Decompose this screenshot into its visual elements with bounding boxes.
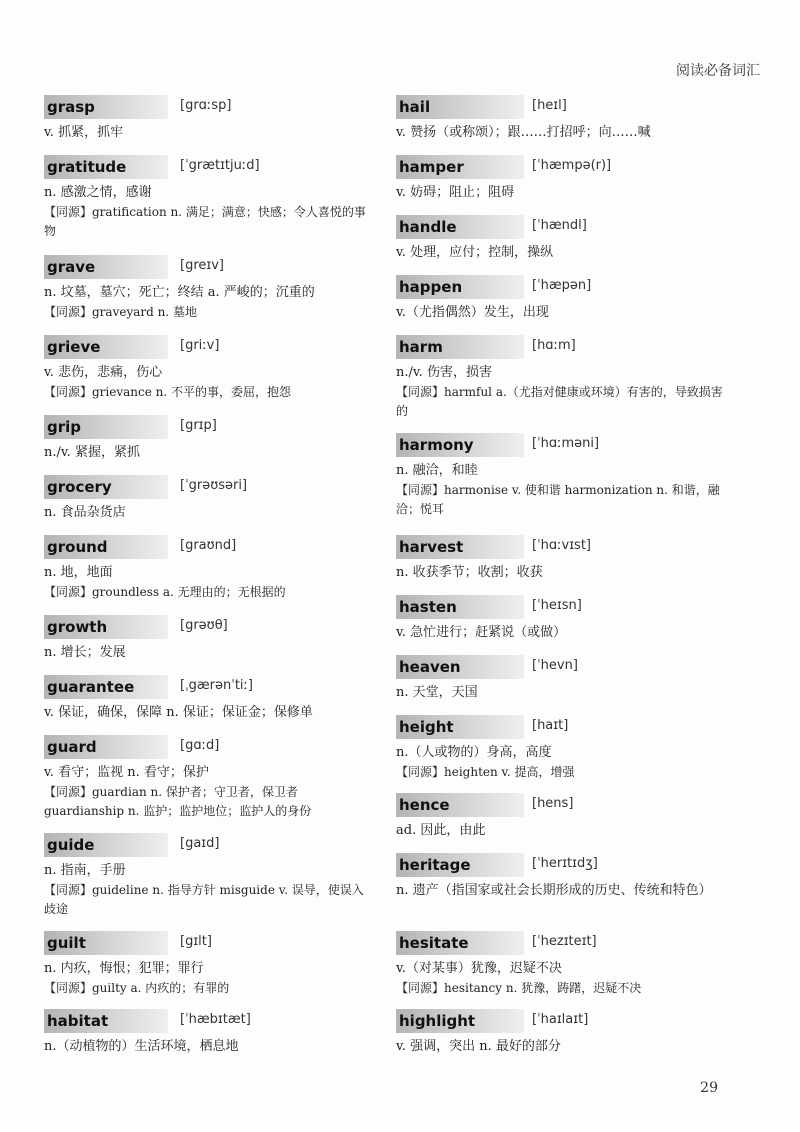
definition: n. 感激之情，感谢 [44, 185, 152, 200]
derivation: 【同源】graveyard n. 墓地 [44, 305, 197, 319]
dictionary-entry [44, 1009, 366, 1057]
phonetic: [ˈhɑːməni] [532, 436, 600, 451]
dictionary-entry [44, 735, 366, 821]
definition: v.（对某事）犹豫，迟疑不决 [396, 961, 562, 976]
phonetic: [ˈhændl] [532, 218, 587, 233]
definition: v. 看守；监视 n. 看守；保护 [44, 765, 209, 780]
derivation: 【同源】gratification n. 满足；满意；快感；令人喜悦的事物 [44, 205, 366, 238]
derivation: 【同源】harmonise v. 使和谐 harmonization n. 和谐，融洽；悦耳 [396, 483, 720, 516]
phonetic: [ˈheɪsn] [532, 598, 582, 613]
dictionary-entry [396, 853, 732, 901]
dictionary-entry [44, 255, 366, 322]
phonetic: [gaɪd] [180, 836, 220, 851]
definition: v. 抓紧，抓牢 [44, 125, 124, 140]
phonetic: [ˈhæmpə(r)] [532, 158, 612, 173]
headword: harmony [396, 433, 524, 457]
dictionary-entry [44, 675, 366, 723]
headword: handle [396, 215, 524, 239]
definition: n. 内疚，悔恨；犯罪；罪行 [44, 961, 204, 976]
dictionary-entry [396, 215, 732, 263]
dictionary-entry [396, 655, 732, 703]
headword: guarantee [44, 675, 168, 699]
definition: v. 急忙进行；赶紧说（或做） [396, 625, 567, 640]
dictionary-entry [44, 833, 366, 919]
dictionary-entry [396, 1009, 732, 1057]
dictionary-entry [44, 475, 366, 523]
phonetic: [graʊnd] [180, 538, 237, 553]
phonetic: [grɑːsp] [180, 98, 232, 113]
headword: hail [396, 95, 524, 119]
dictionary-entry [396, 433, 732, 519]
phonetic: [gɑːd] [180, 738, 220, 753]
definition: v. 保证，确保，保障 n. 保证；保证金；保修单 [44, 705, 313, 720]
headword: harm [396, 335, 524, 359]
phonetic: [hens] [532, 796, 574, 811]
phonetic: [haɪt] [532, 718, 569, 733]
headword: guard [44, 735, 168, 759]
phonetic: [grəʊθ] [180, 618, 228, 633]
derivation: 【同源】grievance n. 不平的事，委屈，抱怨 [44, 385, 292, 399]
definition: n. 坟墓，墓穴；死亡；终结 a. 严峻的；沉重的 [44, 285, 315, 300]
definition: n.（动植物的）生活环境，栖息地 [44, 1039, 239, 1054]
headword: hesitate [396, 931, 524, 955]
headword: grieve [44, 335, 168, 359]
dictionary-entry [44, 95, 366, 143]
headword: habitat [44, 1009, 168, 1033]
dictionary-entry [44, 415, 366, 463]
headword: guide [44, 833, 168, 857]
headword: grave [44, 255, 168, 279]
dictionary-entry [396, 793, 732, 841]
dictionary-entry [44, 155, 366, 241]
definition: v. 悲伤，悲痛，伤心 [44, 365, 163, 380]
phonetic: [griːv] [180, 338, 220, 353]
page-number: 29 [700, 1080, 718, 1096]
derivation: 【同源】guideline n. 指导方针 misguide v. 误导，使误入歧途 [44, 883, 364, 916]
phonetic: [ˈhæbɪtæt] [180, 1012, 251, 1027]
dictionary-entry [396, 931, 732, 998]
dictionary-entry [44, 535, 366, 602]
definition: v. 赞扬（或称颂）；跟……打招呼；向……喊 [396, 125, 651, 140]
dictionary-entry [396, 95, 732, 143]
headword: grip [44, 415, 168, 439]
dictionary-entry [396, 595, 732, 643]
definition: n. 食品杂货店 [44, 505, 126, 520]
headword: harvest [396, 535, 524, 559]
dictionary-entry [44, 335, 366, 402]
definition: n. 增长；发展 [44, 645, 126, 660]
phonetic: [ˈherɪtɪdʒ] [532, 856, 598, 871]
headword: growth [44, 615, 168, 639]
headword: grocery [44, 475, 168, 499]
headword: ground [44, 535, 168, 559]
running-header: 阅读必备词汇 [676, 63, 760, 79]
definition: n.（人或物的）身高，高度 [396, 745, 552, 760]
dictionary-entry [44, 615, 366, 663]
definition: n. 地，地面 [44, 565, 113, 580]
definition: n./v. 伤害，损害 [396, 365, 492, 380]
dictionary-entry [396, 715, 732, 782]
phonetic: [ˌgærənˈtiː] [180, 678, 253, 693]
definition: v. 妨碍；阻止；阻碍 [396, 185, 515, 200]
phonetic: [heɪl] [532, 98, 567, 113]
phonetic: [ˈhezɪteɪt] [532, 934, 597, 949]
derivation: 【同源】guilty a. 内疚的；有罪的 [44, 981, 230, 995]
definition: n. 天堂，天国 [396, 685, 478, 700]
dictionary-entry [396, 335, 732, 421]
definition: n. 融洽，和睦 [396, 463, 478, 478]
phonetic: [gɪlt] [180, 934, 212, 949]
headword: happen [396, 275, 524, 299]
phonetic: [grɪp] [180, 418, 217, 433]
definition: v.（尤指偶然）发生，出现 [396, 305, 549, 320]
phonetic: [ˈhɑːvɪst] [532, 538, 591, 553]
dictionary-entry [396, 535, 732, 583]
headword: height [396, 715, 524, 739]
dictionary-entry [396, 275, 732, 323]
definition: n. 收获季节；收割；收获 [396, 565, 543, 580]
headword: heaven [396, 655, 524, 679]
headword: hence [396, 793, 524, 817]
phonetic: [ˈhæpən] [532, 278, 592, 293]
definition: n. 遗产（指国家或社会长期形成的历史、传统和特色） [396, 883, 712, 898]
definition: n. 指南，手册 [44, 863, 126, 878]
phonetic: [hɑːm] [532, 338, 576, 353]
derivation: 【同源】groundless a. 无理由的；无根据的 [44, 585, 286, 599]
phonetic: [ˈgrəʊsəri] [180, 478, 248, 493]
headword: grasp [44, 95, 168, 119]
phonetic: [ˈhevn] [532, 658, 578, 673]
dictionary-entry [396, 155, 732, 203]
headword: hamper [396, 155, 524, 179]
phonetic: [greɪv] [180, 258, 224, 273]
headword: highlight [396, 1009, 524, 1033]
dictionary-entry [44, 931, 366, 998]
headword: hasten [396, 595, 524, 619]
headword: heritage [396, 853, 524, 877]
definition: v. 处理，应付；控制，操纵 [396, 245, 554, 260]
derivation: 【同源】harmful a.（尤指对健康或环境）有害的，导致损害的 [396, 385, 723, 418]
definition: ad. 因此，由此 [396, 823, 486, 838]
headword: gratitude [44, 155, 168, 179]
definition: v. 强调，突出 n. 最好的部分 [396, 1039, 561, 1054]
derivation: 【同源】heighten v. 提高，增强 [396, 765, 575, 779]
derivation: 【同源】guardian n. 保护者；守卫者，保卫者 guardianship n. 监护；监护地位；监护人的身份 [44, 785, 312, 818]
phonetic: [ˈhaɪlaɪt] [532, 1012, 589, 1027]
phonetic: [ˈgrætɪtjuːd] [180, 158, 260, 173]
headword: guilt [44, 931, 168, 955]
derivation: 【同源】hesitancy n. 犹豫，踌躇，迟疑不决 [396, 981, 642, 995]
definition: n./v. 紧握，紧抓 [44, 445, 140, 460]
